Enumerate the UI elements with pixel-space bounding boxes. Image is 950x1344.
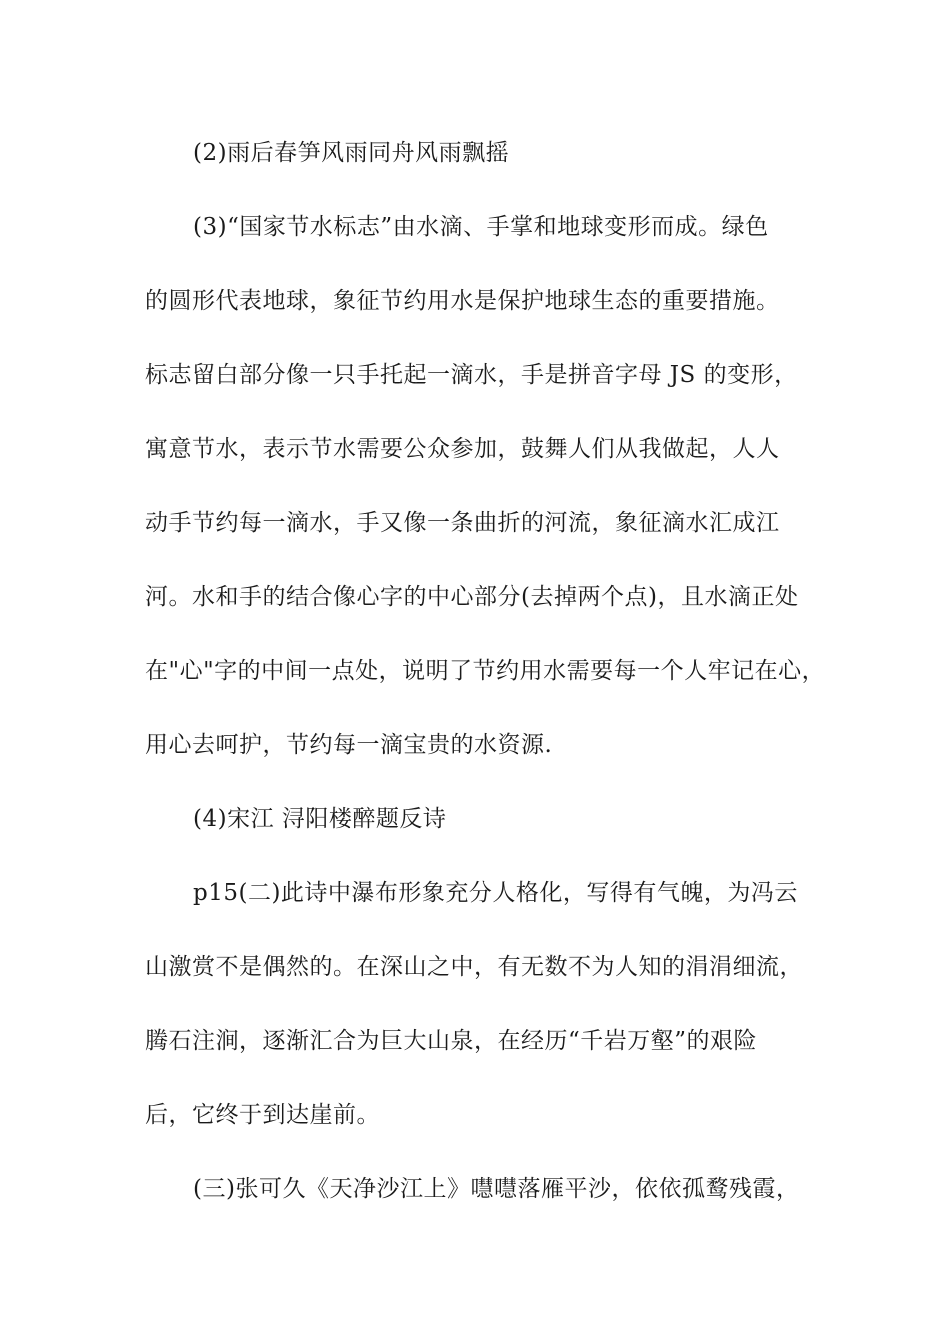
p15-line-2: 山激赏不是偶然的。在深山之中，有无数不为人知的涓涓细流， xyxy=(145,954,803,980)
p15-line-1: p15(二)此诗中瀑布形象充分人格化，写得有气魄，为冯云 xyxy=(193,880,798,906)
answer-3-line-5: 动手节约每一滴水，手又像一条曲折的河流，象征滴水汇成江 xyxy=(145,510,780,536)
section-3-line: (三)张可久《天净沙江上》嚖嚖落雁平沙，依依孤鹜残霞， xyxy=(193,1176,800,1202)
answer-3-line-3: 标志留白部分像一只手托起一滴水，手是拼音字母 JS 的变形， xyxy=(145,362,798,388)
answer-4-line: (4)宋江 浔阳楼醉题反诗 xyxy=(193,806,447,832)
answer-3-line-1: (3)“国家节水标志”由水滴、手掌和地球变形而成。绿色 xyxy=(193,214,769,240)
answer-3-line-6: 河。水和手的结合像心字的中心部分(去掉两个点)，且水滴正处 xyxy=(145,584,799,610)
answer-3-line-4: 寓意节水，表示节水需要公众参加，鼓舞人们从我做起，人人 xyxy=(145,436,780,462)
answer-3-line-2: 的圆形代表地球，象征节约用水是保护地球生态的重要措施。 xyxy=(145,288,780,314)
p15-line-3: 腾石注涧，逐渐汇合为巨大山泉，在经历“千岩万壑”的艰险 xyxy=(145,1028,758,1054)
answer-2-line: (2)雨后春笋风雨同舟风雨飘摇 xyxy=(193,140,510,166)
answer-3-line-8: 用心去呵护，节约每一滴宝贵的水资源. xyxy=(145,732,553,758)
answer-3-line-7: 在"心"字的中间一点处，说明了节约用水需要每一个人牢记在心， xyxy=(145,658,826,684)
p15-line-4: 后，它终于到达崖前。 xyxy=(145,1102,380,1128)
